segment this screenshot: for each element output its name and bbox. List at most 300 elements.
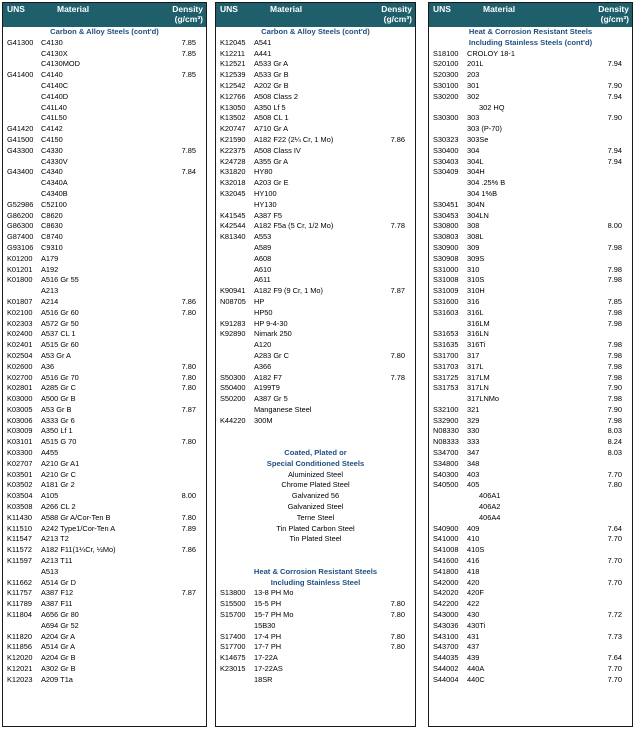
density-cell — [168, 664, 206, 675]
table-row — [3, 189, 206, 200]
table-row — [216, 351, 415, 362]
uns-cell: K91283 — [220, 318, 246, 328]
table-row — [429, 459, 632, 470]
material-cell: A608 — [254, 253, 272, 263]
material-cell: A202 Gr B — [254, 80, 289, 90]
table-row — [3, 340, 206, 351]
table-row — [216, 329, 415, 340]
table-row — [429, 178, 632, 189]
table-row — [216, 491, 415, 502]
material-cell: A350 Lf 1 — [41, 426, 73, 436]
table-row — [216, 124, 415, 135]
table-row — [3, 664, 206, 675]
uns-cell: S43700 — [433, 642, 459, 652]
density-cell: 7.98 — [607, 372, 622, 382]
table-row — [429, 383, 632, 394]
density-cell — [168, 103, 206, 114]
table-row — [3, 491, 206, 502]
table-row — [3, 588, 206, 599]
table-row — [429, 103, 632, 114]
material-cell: C4150 — [41, 134, 63, 144]
material-cell: A656 Gr 80 — [41, 610, 79, 620]
uns-cell: K11662 — [7, 577, 32, 587]
table-row — [429, 340, 632, 351]
table-row — [429, 664, 632, 675]
section-heading-text: Heat & Corrosion Resistant Steels — [468, 27, 593, 36]
density-cell — [168, 599, 206, 610]
table-row — [429, 351, 632, 362]
table-row — [3, 459, 206, 470]
uns-cell: S20100 — [433, 59, 459, 69]
uns-cell: S40900 — [433, 523, 459, 533]
material-cell: A182 F5a (5 Cr, 1/2 Mo) — [254, 221, 334, 231]
material-cell: A572 Gr 50 — [41, 318, 79, 328]
uns-cell: K12542 — [220, 80, 246, 90]
density-cell — [168, 178, 206, 189]
material-cell: HY100 — [254, 188, 277, 198]
density-cell: 7.85 — [607, 296, 622, 306]
density-cell: 7.80 — [181, 383, 196, 393]
table-row — [429, 189, 632, 200]
table-row — [3, 437, 206, 448]
section-heading-text: Including Stainless Steels (cont'd) — [468, 37, 593, 47]
material-cell: 309S — [467, 253, 485, 263]
density-cell: 7.80 — [390, 599, 405, 609]
material-cell: A533 Gr B — [254, 70, 289, 80]
density-cell: 7.64 — [607, 653, 622, 663]
table-row — [429, 621, 632, 632]
density-cell — [377, 81, 415, 92]
material-cell: 310H — [467, 286, 485, 296]
density-cell — [168, 416, 206, 427]
density-cell: 7.70 — [607, 674, 622, 684]
material-cell: C8630 — [41, 221, 63, 231]
uns-cell: S32100 — [433, 404, 459, 414]
density-cell — [594, 513, 632, 524]
uns-cell: S40500 — [433, 480, 459, 490]
material-cell: A204 Gr A — [41, 631, 76, 641]
density-cell — [594, 211, 632, 222]
density-cell — [377, 103, 415, 114]
table-row — [429, 653, 632, 664]
material-cell: CROLOY 18-1 — [467, 48, 515, 58]
uns-cell: K03502 — [7, 480, 33, 490]
table-rows — [3, 27, 206, 686]
table-row — [429, 437, 632, 448]
material-cell: 406A1 — [479, 491, 501, 501]
table-row — [3, 642, 206, 653]
density-cell — [377, 383, 415, 394]
uns-cell: K12045 — [220, 37, 246, 47]
density-cell — [594, 567, 632, 578]
table-row — [216, 642, 415, 653]
section-heading-text: Coated, Plated or — [284, 448, 347, 458]
material-cell: 430 — [467, 610, 480, 620]
uns-cell: K12211 — [220, 48, 245, 58]
table-row — [429, 265, 632, 276]
material-cell: 15-5 PH — [254, 599, 282, 609]
material-cell: A242 Type1/Cor-Ten A — [41, 523, 116, 533]
density-cell: 7.64 — [607, 523, 622, 533]
density-cell — [594, 545, 632, 556]
material-cell: A516 Gr 70 — [41, 372, 79, 382]
table-row — [429, 448, 632, 459]
density-cell: 7.94 — [607, 91, 622, 101]
material-cell: 17-4 PH — [254, 631, 282, 641]
uns-cell: S30900 — [433, 242, 459, 252]
uns-cell: S41008 — [433, 545, 459, 555]
table-row — [3, 448, 206, 459]
density-cell: 7.98 — [607, 318, 622, 328]
material-cell: 15-7 PH Mo — [254, 610, 294, 620]
density-cell — [594, 329, 632, 340]
table-row — [3, 286, 206, 297]
uns-cell: K12023 — [7, 674, 33, 684]
uns-cell: S34800 — [433, 458, 459, 468]
density-cell — [168, 135, 206, 146]
material-cell: 304N — [467, 199, 485, 209]
material-cell: A513 — [41, 566, 59, 576]
table-row — [429, 675, 632, 686]
header-uns: UNS — [220, 4, 238, 14]
material-cell: 17-22AS — [254, 664, 283, 674]
table-row — [3, 513, 206, 524]
uns-cell: S32900 — [433, 415, 459, 425]
material-cell: A213 — [41, 286, 59, 296]
material-cell: HP50 — [254, 307, 273, 317]
table-row — [216, 297, 415, 308]
uns-cell: G43300 — [7, 145, 34, 155]
material-cell: 308 — [467, 221, 480, 231]
material-cell: A266 CL 2 — [41, 502, 76, 512]
table-row — [3, 103, 206, 114]
density-cell: 7.78 — [390, 372, 405, 382]
table-row — [216, 103, 415, 114]
material-cell: A204 Gr B — [41, 653, 76, 663]
material-cell: 416 — [467, 556, 480, 566]
density-cell — [168, 534, 206, 545]
density-cell — [168, 556, 206, 567]
material-cell: A387 F11 — [41, 599, 73, 609]
uns-cell: S41600 — [433, 556, 459, 566]
table-row — [429, 167, 632, 178]
material-cell: C8740 — [41, 232, 63, 242]
material-cell: 310S — [467, 275, 485, 285]
table-row — [216, 664, 415, 675]
uns-cell: S30400 — [433, 145, 459, 155]
density-cell — [594, 588, 632, 599]
uns-cell — [3, 92, 41, 103]
density-cell — [168, 448, 206, 459]
uns-cell: K31820 — [220, 167, 246, 177]
uns-cell: S31635 — [433, 340, 459, 350]
material-cell: 303Se — [467, 134, 489, 144]
section-heading — [216, 27, 415, 38]
uns-cell: K41545 — [220, 210, 246, 220]
uns-cell: S41800 — [433, 566, 459, 576]
density-cell: 7.87 — [181, 404, 196, 414]
material-cell: 329 — [467, 415, 480, 425]
table-column-3 — [428, 2, 633, 727]
table-row — [429, 524, 632, 535]
uns-cell: K14675 — [220, 653, 246, 663]
table-row — [216, 632, 415, 643]
density-cell: 7.98 — [607, 415, 622, 425]
uns-cell: S41000 — [433, 534, 459, 544]
material-cell: C8620 — [41, 210, 63, 220]
uns-cell: S50200 — [220, 394, 246, 404]
density-cell: 7.73 — [607, 631, 622, 641]
uns-cell: S42200 — [433, 599, 459, 609]
uns-cell — [216, 200, 254, 211]
table-row — [216, 178, 415, 189]
table-row — [3, 70, 206, 81]
material-cell: A209 T1a — [41, 674, 73, 684]
material-cell: 13-8 PH Mo — [254, 588, 294, 598]
material-cell: A213 T2 — [41, 534, 69, 544]
material-cell: 431 — [467, 631, 480, 641]
density-cell — [377, 621, 415, 632]
material-cell: A182 F22 (2¼ Cr, 1 Mo) — [254, 134, 334, 144]
header-density: Density (g/cm³) — [598, 4, 629, 24]
uns-cell — [429, 394, 467, 405]
material-cell: 317LNMo — [467, 394, 500, 404]
table-row — [3, 221, 206, 232]
table-row — [216, 373, 415, 384]
density-cell: 7.72 — [607, 610, 622, 620]
density-cell: 8.03 — [607, 448, 622, 458]
material-cell: 321 — [467, 404, 480, 414]
material-cell: A283 Gr C — [254, 350, 289, 360]
material-cell: HP — [254, 296, 265, 306]
uns-cell: K02600 — [7, 361, 33, 371]
uns-cell: G43400 — [7, 167, 34, 177]
density-cell — [594, 621, 632, 632]
density-cell: 7.98 — [607, 394, 622, 404]
table-row — [3, 675, 206, 686]
uns-cell — [429, 319, 467, 330]
uns-cell: S30403 — [433, 156, 459, 166]
material-cell: 300M — [254, 415, 273, 425]
material-cell: A182 F11(1¼Cr, ½Mo) — [41, 545, 116, 555]
density-cell — [168, 124, 206, 135]
density-cell — [168, 81, 206, 92]
table-row — [3, 254, 206, 265]
uns-cell: S31753 — [433, 383, 459, 393]
material-cell: A541 — [254, 37, 272, 47]
table-row — [3, 243, 206, 254]
table-row — [429, 286, 632, 297]
uns-cell: K02100 — [7, 307, 33, 317]
uns-cell — [216, 243, 254, 254]
material-cell: A210 Gr C — [41, 469, 76, 479]
table-row — [3, 632, 206, 643]
spacer-row — [216, 426, 415, 437]
table-row — [429, 124, 632, 135]
material-cell: A36 — [41, 361, 55, 371]
table-row — [429, 92, 632, 103]
uns-cell: S15700 — [220, 610, 246, 620]
uns-cell: S31600 — [433, 296, 459, 306]
uns-cell — [216, 340, 254, 351]
table-row — [216, 513, 415, 524]
density-cell: 7.98 — [607, 307, 622, 317]
uns-cell — [216, 621, 254, 632]
uns-cell: K03300 — [7, 448, 33, 458]
uns-cell — [216, 405, 254, 416]
density-cell: 7.86 — [181, 296, 196, 306]
table-row — [429, 480, 632, 491]
table-row — [429, 502, 632, 513]
uns-cell — [216, 351, 254, 362]
table-row — [216, 416, 415, 427]
uns-cell — [3, 103, 41, 114]
table-row — [216, 189, 415, 200]
material-cell: 410 — [467, 534, 480, 544]
density-cell — [168, 59, 206, 70]
density-cell — [594, 167, 632, 178]
material-cell: 403 — [467, 469, 480, 479]
table-row — [3, 480, 206, 491]
uns-cell: N08705 — [220, 296, 246, 306]
density-cell — [168, 329, 206, 340]
density-cell — [377, 178, 415, 189]
uns-cell: S42000 — [433, 577, 459, 587]
density-cell: 7.70 — [607, 556, 622, 566]
uns-cell: K03508 — [7, 502, 33, 512]
material-cell: A302 Gr B — [41, 664, 76, 674]
material-cell: C4340 — [41, 167, 63, 177]
uns-cell: K44220 — [220, 415, 246, 425]
table-row — [216, 167, 415, 178]
material-cell: 333 — [467, 437, 480, 447]
uns-cell: K01201 — [7, 264, 33, 274]
density-cell: 7.87 — [390, 286, 405, 296]
material-cell: 303 (P-70) — [467, 124, 502, 134]
density-cell — [377, 59, 415, 70]
table-row — [429, 297, 632, 308]
material-cell: Tin Plated Steel — [289, 534, 342, 544]
uns-cell: S30100 — [433, 80, 459, 90]
material-cell: 15B30 — [254, 620, 276, 630]
density-cell — [168, 675, 206, 686]
density-cell: 8.03 — [607, 426, 622, 436]
table-row — [3, 362, 206, 373]
uns-cell: K03005 — [7, 404, 33, 414]
material-cell: A182 F9 (9 Cr, 1 Mo) — [254, 286, 324, 296]
uns-cell: S31603 — [433, 307, 459, 317]
section-heading — [216, 578, 415, 589]
uns-cell — [429, 189, 467, 200]
uns-cell: S31000 — [433, 264, 459, 274]
material-cell: C4142 — [41, 124, 63, 134]
uns-cell: N08330 — [433, 426, 459, 436]
density-cell: 7.80 — [390, 610, 405, 620]
table-row — [216, 319, 415, 330]
table-row — [429, 534, 632, 545]
material-cell: 420F — [467, 588, 484, 598]
material-cell: Chrome Plated Steel — [281, 480, 350, 490]
density-cell — [168, 286, 206, 297]
density-cell — [377, 38, 415, 49]
density-cell — [168, 394, 206, 405]
uns-cell — [216, 275, 254, 286]
material-cell: A182 F7 — [254, 372, 282, 382]
uns-cell: K20747 — [220, 124, 246, 134]
material-cell: A508 Class 2 — [254, 91, 298, 101]
material-cell: A179 — [41, 253, 59, 263]
uns-cell: K03009 — [7, 426, 33, 436]
material-cell: A105 — [41, 491, 59, 501]
table-column-1 — [2, 2, 207, 727]
uns-cell — [216, 362, 254, 373]
uns-cell: N08333 — [433, 437, 459, 447]
table-row — [216, 146, 415, 157]
density-cell: 7.80 — [181, 512, 196, 522]
material-cell: A500 Gr B — [41, 394, 76, 404]
material-cell: 440C — [467, 674, 485, 684]
uns-cell: K23015 — [220, 664, 246, 674]
uns-cell: K92890 — [220, 329, 246, 339]
density-cell — [168, 113, 206, 124]
density-cell — [377, 167, 415, 178]
uns-cell: K01807 — [7, 296, 33, 306]
table-row — [3, 329, 206, 340]
density-cell — [168, 157, 206, 168]
material-cell: 17-7 PH — [254, 642, 282, 652]
material-cell: A333 Gr 6 — [41, 415, 75, 425]
material-cell: 304L — [467, 156, 484, 166]
section-heading — [3, 27, 206, 38]
material-cell: 317L — [467, 361, 484, 371]
table-rows — [429, 27, 632, 686]
section-heading — [216, 459, 415, 470]
table-row — [429, 221, 632, 232]
table-row — [216, 81, 415, 92]
uns-cell — [216, 254, 254, 265]
spacer-row — [216, 437, 415, 448]
density-cell — [377, 254, 415, 265]
density-cell — [594, 70, 632, 81]
material-cell: A588 Gr A/Cor-Ten B — [41, 512, 111, 522]
uns-cell: S30800 — [433, 221, 459, 231]
table-row — [429, 135, 632, 146]
uns-cell: K11856 — [7, 642, 32, 652]
section-heading-text: Carbon & Alloy Steels (cont'd) — [50, 27, 159, 36]
table-row — [429, 308, 632, 319]
table-row — [216, 340, 415, 351]
table-row — [429, 426, 632, 437]
table-row — [3, 383, 206, 394]
table-row — [3, 265, 206, 276]
density-cell: 7.78 — [390, 221, 405, 231]
table-row — [216, 135, 415, 146]
table-row — [3, 38, 206, 49]
uns-cell: K11430 — [7, 512, 32, 522]
table-row — [429, 362, 632, 373]
density-cell: 7.80 — [181, 307, 196, 317]
density-cell — [377, 588, 415, 599]
table-row — [3, 524, 206, 535]
table-row — [3, 599, 206, 610]
material-cell: 418 — [467, 566, 480, 576]
density-cell: 7.86 — [390, 134, 405, 144]
uns-cell: K32045 — [220, 188, 246, 198]
uns-cell: K11547 — [7, 534, 32, 544]
density-cell — [594, 49, 632, 60]
uns-cell: K02504 — [7, 350, 33, 360]
density-cell — [377, 200, 415, 211]
